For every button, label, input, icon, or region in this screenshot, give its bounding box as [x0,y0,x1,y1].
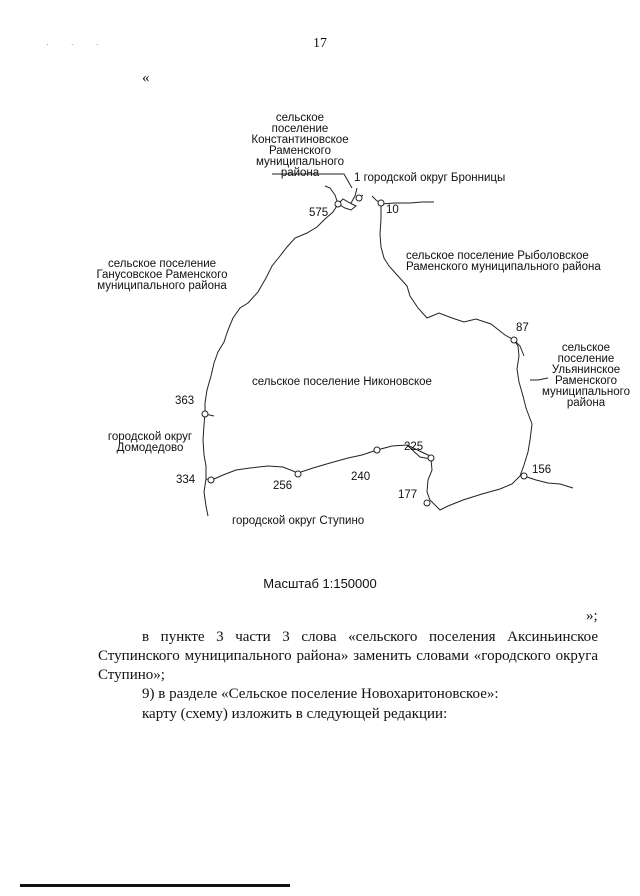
point-10 [378,200,384,206]
point-334 [208,477,214,483]
label-bronnitsy: 1 городской округ Бронницы [354,172,506,184]
paragraph-section-9: 9) в разделе «Сельское поселение Новохаритоновское»: [142,686,499,702]
label-ganusovskoe: сельское поселение Ганусовское Раменского муниципального района [96,258,228,292]
point-label-177: 177 [398,489,418,501]
point-575 [335,201,341,207]
map-scale: Масштаб 1:150000 [263,576,377,591]
label-stupino: городской округ Ступино [232,515,365,527]
page-number: 17 [313,36,327,51]
label-nikonovskoe: сельское поселение Никоновское [252,376,432,388]
paragraph-map-edition: карту (схему) изложить в следующей редакции: [142,706,448,722]
scan-marks: · · · [46,40,109,49]
point-label-225: 225 [404,441,424,453]
point-240 [374,447,380,453]
footer-rule [20,884,290,887]
paragraph-amendment-stupino: в пункте 3 части 3 слова «сельского поселения Аксиньинское Ступинского муниципального района» заменить словами «городского округа Ступино»; [98,629,598,683]
point-label-10: 10 [386,204,399,216]
point-label-256: 256 [273,480,293,492]
closing-quote: »; [586,608,598,624]
label-domodedovo: городской округ Домодедово [107,431,193,454]
point-156 [521,473,527,479]
point-label-240: 240 [351,471,371,483]
point-256 [295,471,301,477]
label-ulyaninskoe: сельское поселение Ульянинское Раменского муниципального района [542,342,630,409]
point-label-334: 334 [176,474,196,486]
point-1 [356,195,362,201]
point-363 [202,411,208,417]
point-label-87: 87 [516,322,529,334]
point-label-363: 363 [175,395,195,407]
point-label-156: 156 [532,464,552,476]
label-konstantinovskoe: сельское поселение Константиновское Раменского муниципального района [251,112,349,179]
point-87 [511,337,517,343]
label-rybolovskoe: сельское поселение Рыболовское Раменского муниципального района [406,250,601,273]
point-label-575: 575 [309,207,329,219]
point-225 [428,455,434,461]
point-177 [424,500,430,506]
opening-quote: « [142,70,150,86]
